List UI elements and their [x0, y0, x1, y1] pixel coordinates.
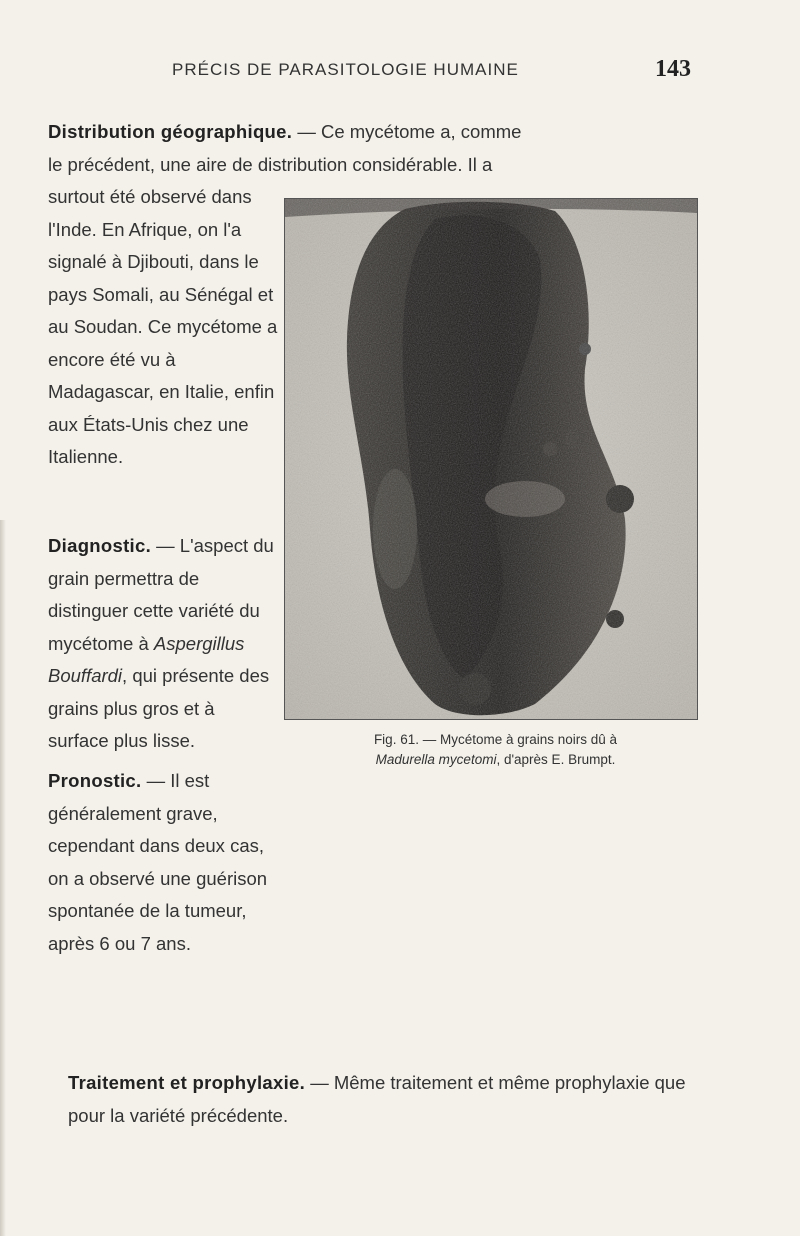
caption-source: , d'après E. Brumpt.	[496, 752, 616, 767]
diagnostic-species-name: Aspergillus Bouffardi	[48, 632, 245, 686]
pronostic-heading: Pronostic.	[48, 770, 142, 791]
page-header	[0, 54, 800, 84]
traitement-text: — Même traitement et même prophylaxie que pour la variété précédente.	[68, 1072, 686, 1126]
pronostic-paragraph	[48, 765, 280, 960]
page-number: 143	[655, 56, 691, 82]
diagnostic-paragraph	[48, 530, 280, 758]
figure-photograph	[284, 198, 698, 720]
geo-paragraph-top	[48, 116, 713, 181]
running-title: PRÉCIS DE PARASITOLOGIE HUMAINE	[172, 60, 519, 79]
diagnostic-heading: Diagnostic.	[48, 535, 152, 556]
traitement-heading: Traitement et prophylaxie.	[68, 1072, 306, 1093]
caption-line1: Fig. 61. — Mycétome à grains noirs dû à	[373, 732, 618, 747]
geo-paragraph-continued: surtout été observé dans l'Inde. En Afrique, on l'a signalé à Djibouti, dans le pays Somali, au Sénégal et au Soudan. Ce mycétome a encore été vu à Madagascar, en Italie, enfin aux États-Unis chez une Italienne.	[48, 186, 278, 467]
geo-text-line1: — Ce mycétome a, comme	[292, 121, 522, 142]
diagnostic-text-after: , qui présente des grains plus gros et à surface plus lisse.	[48, 665, 270, 751]
geo-text-line2: le précédent, une aire de distribution considérable. Il a	[48, 153, 493, 175]
figure-caption	[283, 730, 708, 770]
mycetoma-foot-image	[285, 199, 697, 719]
diagnostic-text-before: — L'aspect du grain permettra de distinguer cette variété du mycétome à	[48, 535, 274, 654]
traitement-paragraph	[68, 1067, 718, 1132]
page-edge-shadow	[0, 520, 6, 1236]
pronostic-text: — Il est généralement grave, cependant dans deux cas, on a observé une guérison spontanée de la tumeur, après 6 ou 7 ans.	[48, 770, 268, 954]
geo-heading: Distribution géographique.	[48, 121, 293, 142]
caption-species-name: Madurella mycetomi	[375, 752, 497, 767]
caption-line2	[283, 750, 708, 770]
